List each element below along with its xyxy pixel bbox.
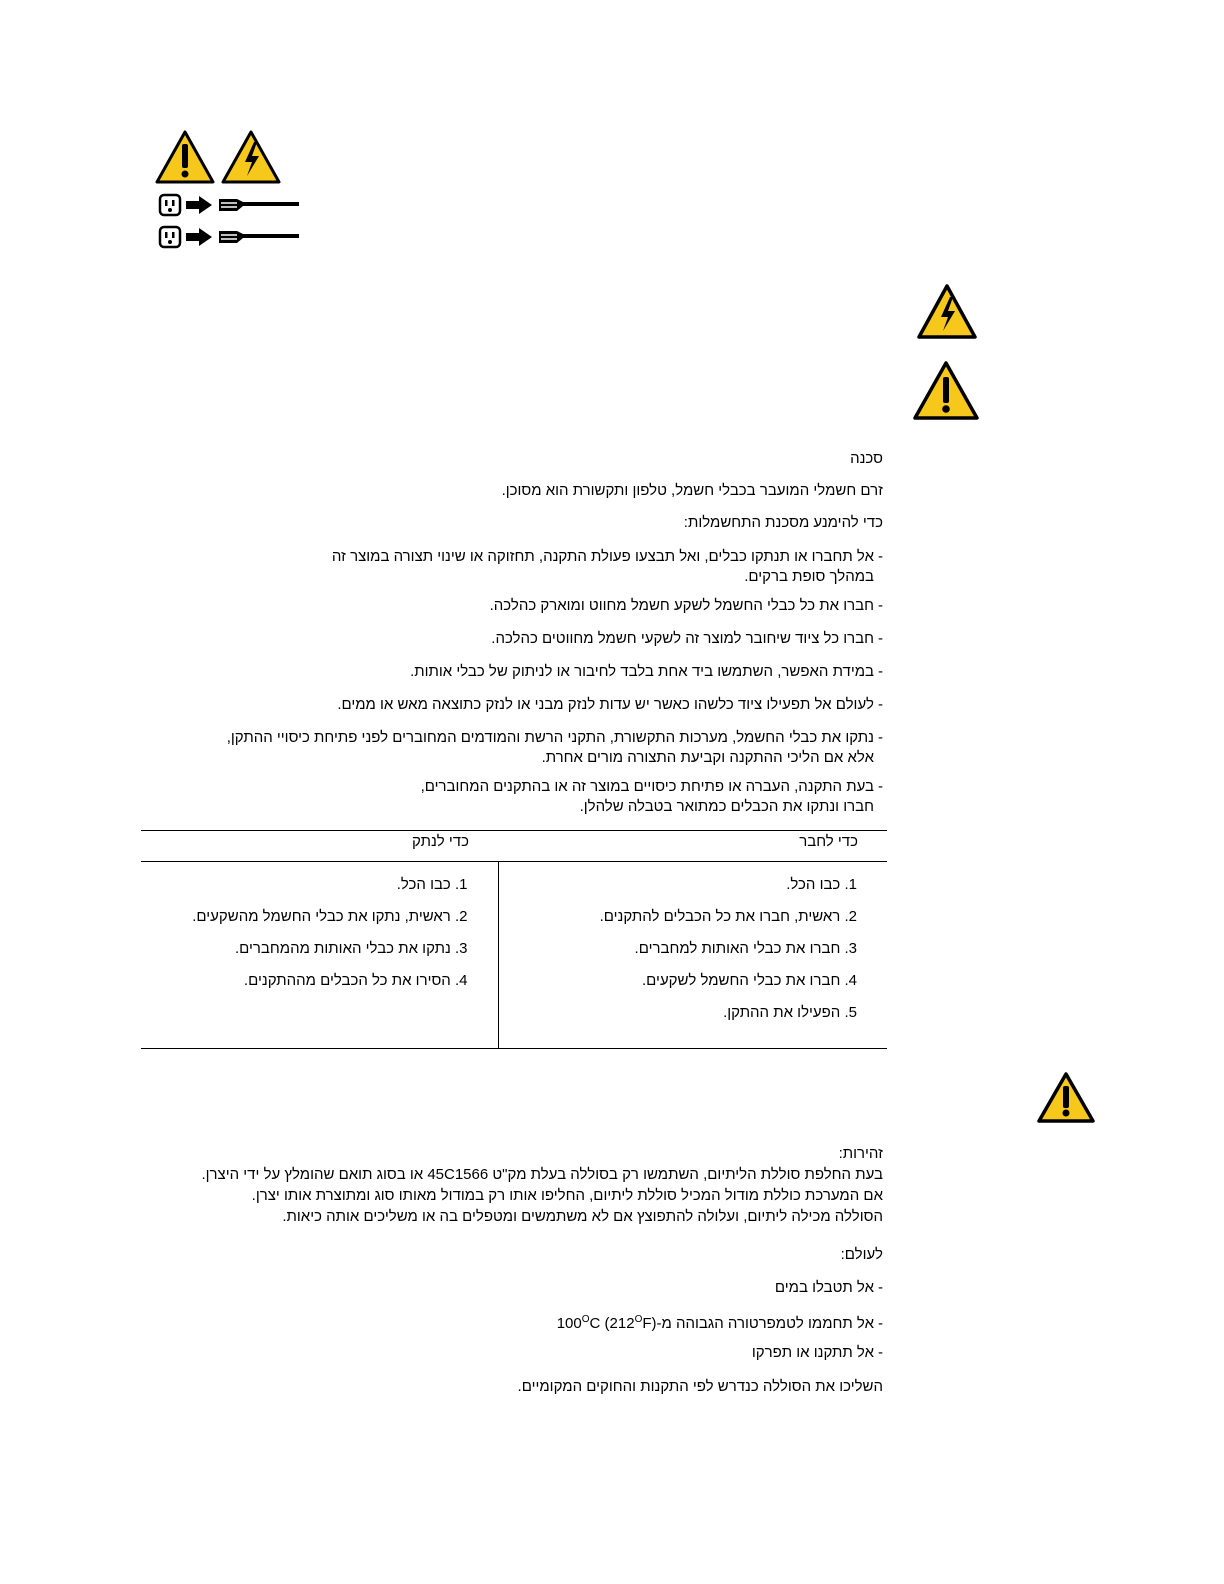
electrical-hazard-icon [916,283,978,341]
cable-table [141,830,887,1049]
list-item: -במידת האפשר, השתמשו ביד אחת בלבד לחיבור או לניתוק של כבלי אותות. [410,663,883,680]
list-item: -חברו כל ציוד שיחובר למוצר זה לשקעי חשמל מחווטים כהלכה. [491,630,883,647]
danger-prevent: כדי להימנע מסכנת התחשמלות: [683,514,883,531]
safety-icon-group [155,130,300,252]
electrical-hazard-icon [223,132,279,182]
disconnect-step: 4. הסירו את כל הכבלים מההתקנים. [243,972,468,989]
warning-icon [157,132,213,182]
caution-line: הסוללה מכילה ליתיום, ועלולה להתפוצץ אם לא משתמשים ומטפלים בה או משליכים אותה כיאות. [282,1208,883,1225]
connect-step: 2. ראשית, חברו את כל הכבלים להתקנים. [599,908,857,925]
unplug-icon [160,227,299,247]
list-item: -נתקו את כבלי החשמל, מערכות התקשורת, התקני הרשת והמודמים המחוברים לפני פתיחת כיסויי ההתקן, אלא אם הליכי ההתקנה וקביעת התצורה מורים אחרת. [226,729,883,766]
list-item: -בעת התקנה, העברה או פתיחת כיסויים במוצר זה או בהתקנים המחוברים, חברו ונתקו את הכבלים כמתואר בטבלה שלהלן. [420,778,883,815]
unplug-icon [160,195,299,215]
disconnect-step: 3. נתקו את כבלי האותות מהמחברים. [234,940,468,957]
warning-icon [912,360,980,422]
caution-dispose: השליכו את הסוללה כנדרש לפי התקנות והחוקים המקומיים. [517,1378,883,1395]
caution-title: זהירות: [838,1145,883,1162]
connect-header: כדי לחבר [799,833,858,850]
caution-line: בעת החלפת סוללת הליתיום, השתמשו רק בסוללה בעלת מק"ט 45C1566 או בסוג תואם שהומלץ על ידי היצרן. [201,1166,883,1183]
disconnect-step: 2. ראשית, נתקו את כבלי החשמל מהשקעים. [192,908,468,925]
list-item: -חברו את כל כבלי החשמל לשקע חשמל מחווט ומוארק כהלכה. [489,597,883,614]
disconnect-steps [141,862,498,1049]
disconnect-step: 1. כבו הכל. [396,876,468,893]
caution-never: לעולם: [840,1246,883,1263]
list-item: -אל תתקנו או תפרקו [751,1344,883,1361]
list-item: -אל תחממו לטמפרטורה הגבוהה $מ-100^OC$ $(212^OF)$ [556,1314,883,1332]
caution-line: אם המערכת כוללת מודול המכיל סוללת ליתיום, החליפו אותו רק במודול מאותו סוג ומתוצרת אותו יצרן. [251,1187,883,1204]
list-item: -אל תטבלו במים [774,1279,883,1296]
list-item: -אל תחברו או תנתקו כבלים, ואל תבצעו פעולת התקנה, תחזוקה או שינוי תצורה במוצר זה במהלך סופת ברקים. [331,548,883,585]
connect-steps [498,862,887,1049]
list-item: -לעולם אל תפעילו ציוד כלשהו כאשר יש עדות לנזק מבני או לנזק כתוצאה מאש או ממים. [337,696,883,713]
danger-title: סכנה [850,450,883,467]
warning-icon [1036,1071,1096,1125]
disconnect-header: כדי לנתק [412,833,469,850]
connect-step: 4. חברו את כבלי החשמל לשקעים. [642,972,857,989]
connect-step: 5. הפעילו את ההתקן. [723,1004,857,1021]
connect-step: 3. חברו את כבלי האותות למחברים. [634,940,857,957]
connect-step: 1. כבו הכל. [786,876,857,893]
danger-intro: זרם חשמלי המועבר בכבלי חשמל, טלפון ותקשורת הוא מסוכן. [501,482,883,499]
